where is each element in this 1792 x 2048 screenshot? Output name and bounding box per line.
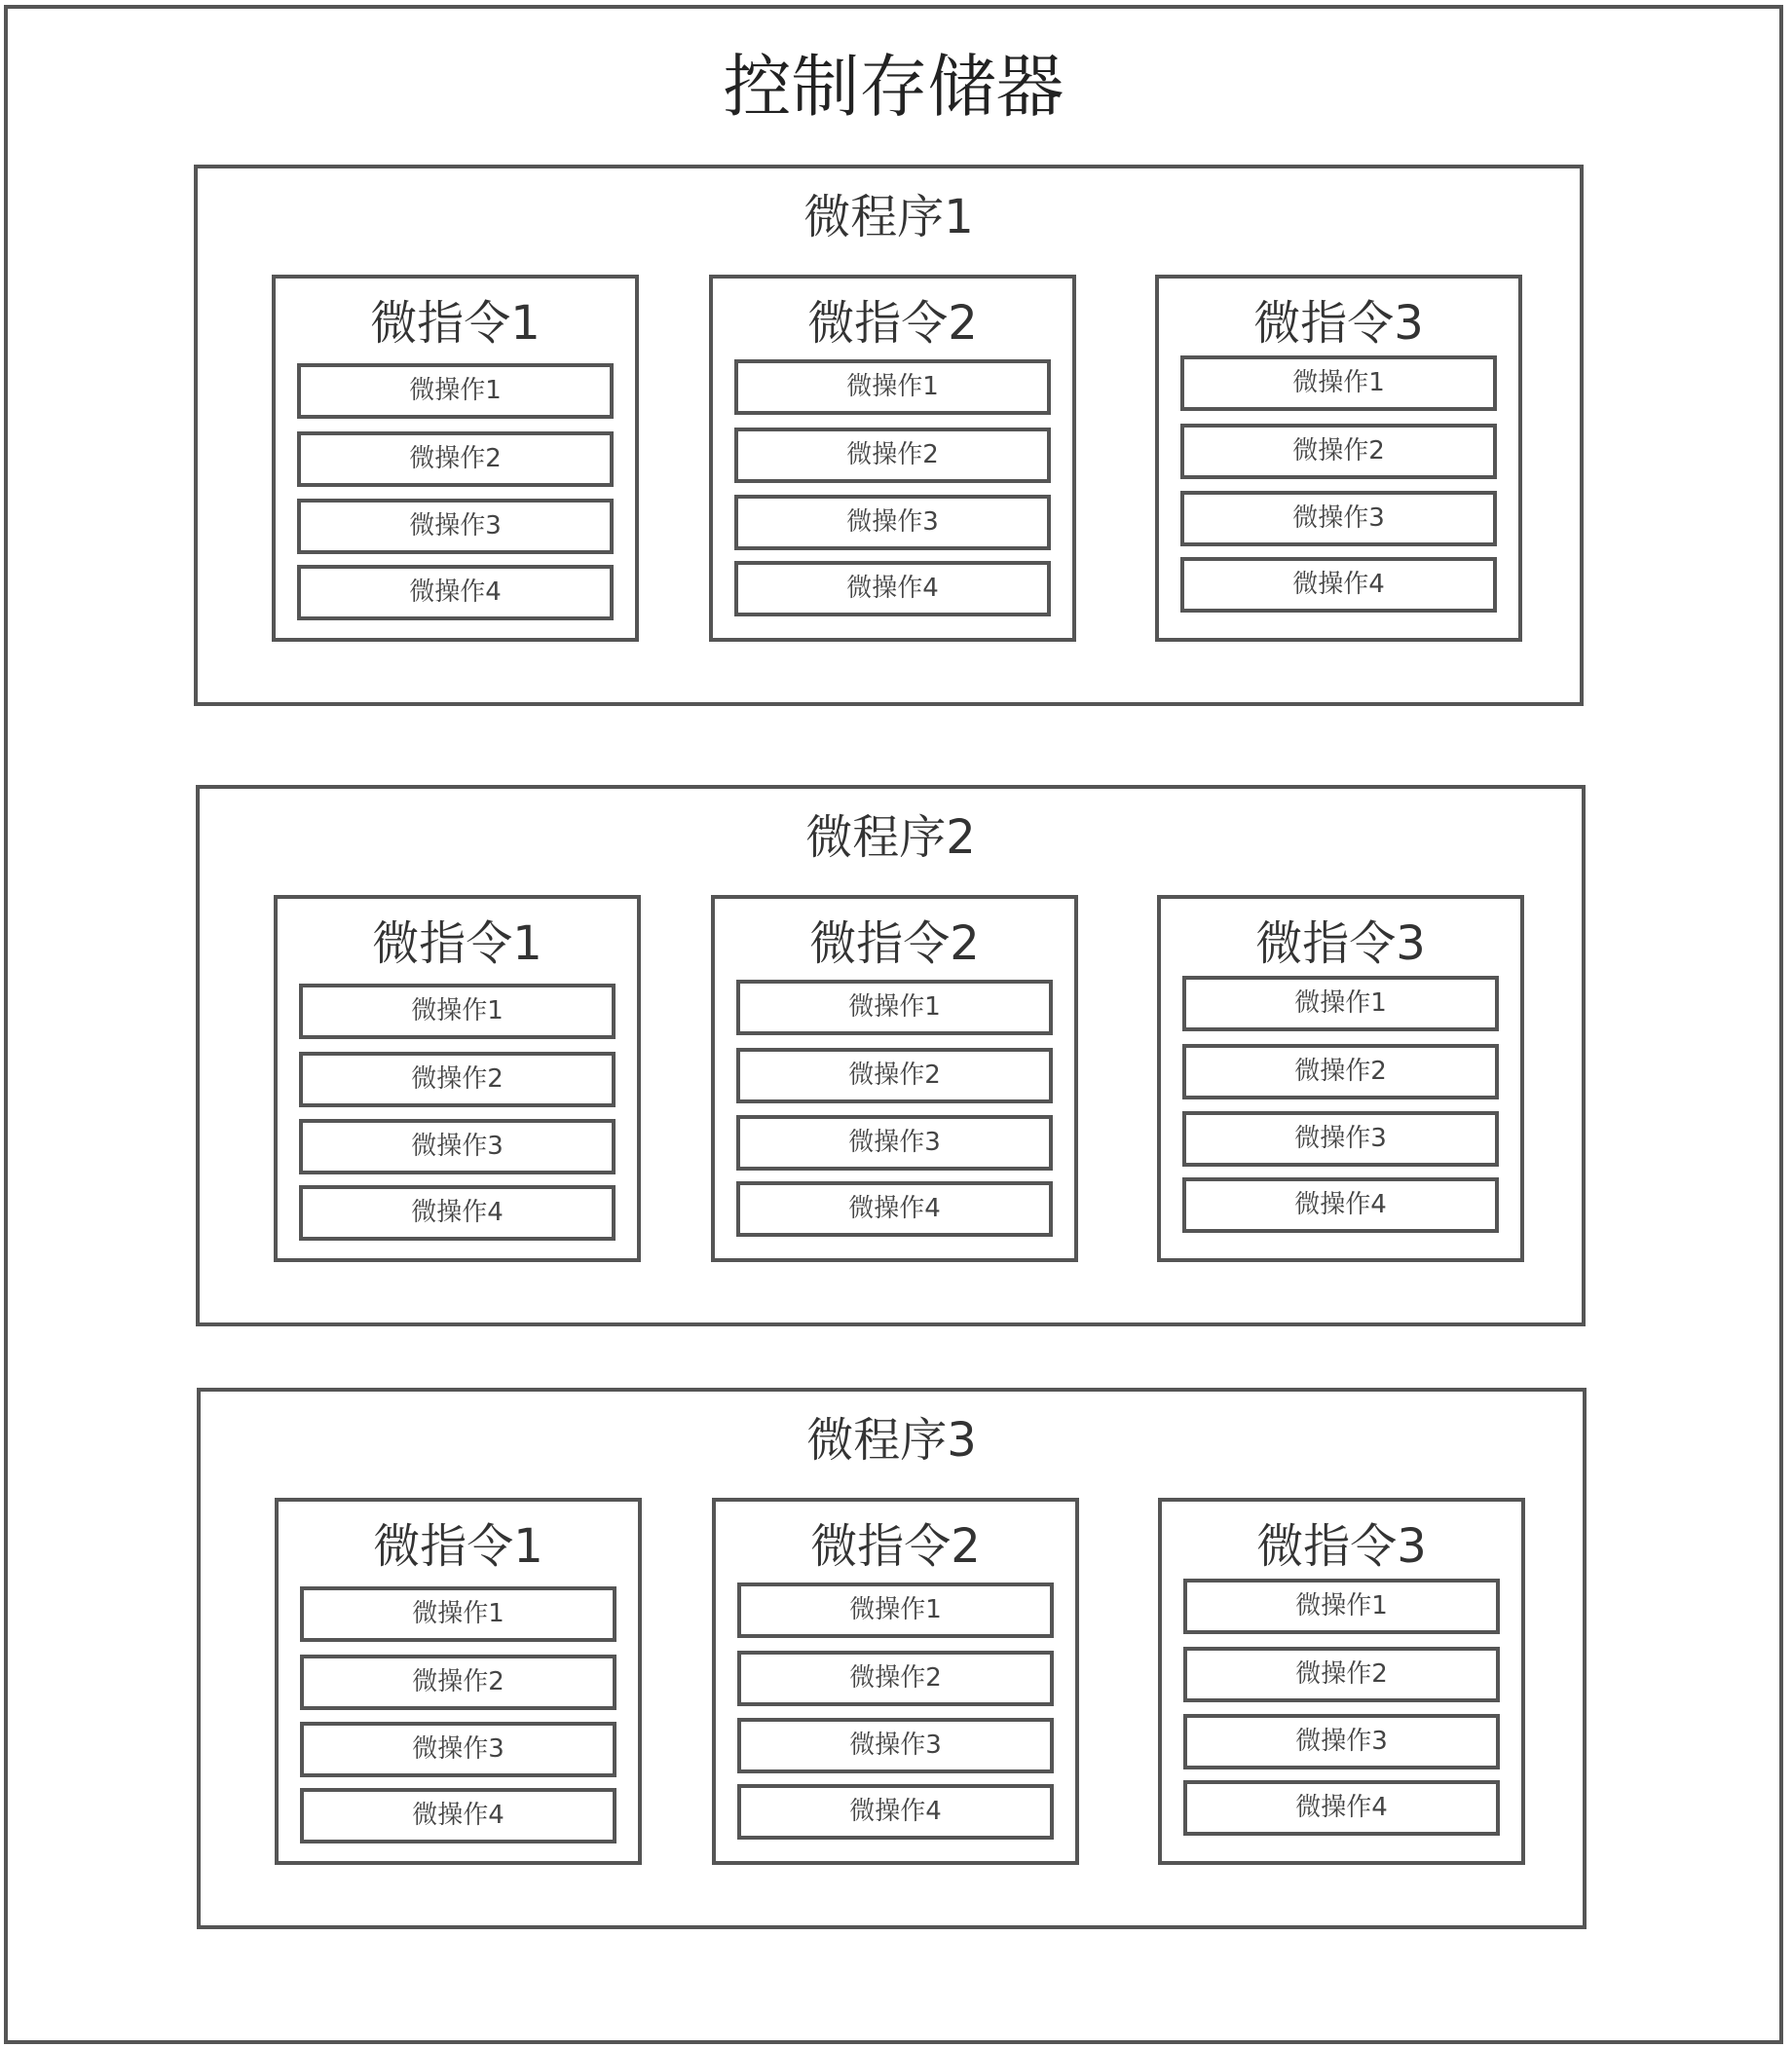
micro-operation: 微操作3 — [1180, 491, 1497, 546]
control-store-frame — [4, 5, 1783, 2044]
microinstruction-label: 微指令1 — [370, 296, 541, 351]
micro-operation: 微操作1 — [734, 359, 1051, 415]
microinstruction-label: 微指令1 — [373, 1519, 543, 1574]
microprogram-1 — [194, 165, 1584, 706]
micro-operation: 微操作2 — [297, 431, 614, 487]
micro-operation: 微操作1 — [1182, 976, 1499, 1031]
microinstruction-label: 微指令2 — [807, 296, 978, 351]
micro-operation: 微操作1 — [299, 984, 616, 1039]
microprogram-label: 微程序1 — [803, 190, 974, 244]
micro-operation: 微操作2 — [734, 428, 1051, 483]
micro-operation: 微操作4 — [300, 1788, 616, 1843]
micro-operation: 微操作4 — [1182, 1177, 1499, 1233]
micro-operation: 微操作1 — [300, 1586, 616, 1642]
microprogram-label: 微程序3 — [806, 1413, 977, 1468]
diagram-title: 控制存储器 — [723, 47, 1064, 127]
microprogram-2 — [196, 785, 1586, 1326]
micro-operation: 微操作1 — [1183, 1579, 1500, 1634]
micro-operation: 微操作2 — [736, 1048, 1053, 1103]
microinstruction-2 — [711, 895, 1078, 1262]
micro-operation: 微操作1 — [297, 363, 614, 419]
microprogram-3 — [197, 1388, 1587, 1929]
microinstruction-label: 微指令2 — [809, 916, 980, 971]
micro-operation: 微操作2 — [1183, 1647, 1500, 1702]
microinstruction-2 — [709, 275, 1076, 642]
micro-operation: 微操作3 — [300, 1722, 616, 1777]
micro-operation: 微操作1 — [736, 980, 1053, 1035]
micro-operation: 微操作3 — [737, 1718, 1054, 1773]
microinstruction-3 — [1155, 275, 1522, 642]
microinstruction-1 — [274, 895, 641, 1262]
micro-operation: 微操作4 — [299, 1185, 616, 1241]
microinstruction-label: 微指令3 — [1256, 1519, 1427, 1574]
microinstruction-3 — [1158, 1498, 1525, 1865]
micro-operation: 微操作1 — [1180, 355, 1497, 411]
microinstruction-label: 微指令3 — [1253, 296, 1424, 351]
microprogram-label: 微程序2 — [805, 810, 976, 865]
micro-operation: 微操作1 — [737, 1583, 1054, 1638]
microinstruction-1 — [272, 275, 639, 642]
microinstruction-1 — [275, 1498, 642, 1865]
microinstruction-label: 微指令1 — [372, 916, 542, 971]
micro-operation: 微操作3 — [736, 1115, 1053, 1171]
micro-operation: 微操作4 — [737, 1784, 1054, 1840]
micro-operation: 微操作4 — [297, 565, 614, 620]
micro-operation: 微操作2 — [1180, 424, 1497, 479]
microinstruction-label: 微指令2 — [810, 1519, 981, 1574]
micro-operation: 微操作4 — [1183, 1780, 1500, 1836]
micro-operation: 微操作2 — [300, 1655, 616, 1710]
micro-operation: 微操作4 — [736, 1181, 1053, 1237]
micro-operation: 微操作2 — [1182, 1044, 1499, 1099]
micro-operation: 微操作4 — [734, 561, 1051, 616]
microinstruction-3 — [1157, 895, 1524, 1262]
micro-operation: 微操作3 — [299, 1119, 616, 1174]
microinstruction-2 — [712, 1498, 1079, 1865]
micro-operation: 微操作3 — [734, 495, 1051, 550]
microinstruction-label: 微指令3 — [1255, 916, 1426, 971]
micro-operation: 微操作3 — [1182, 1111, 1499, 1167]
micro-operation: 微操作2 — [299, 1052, 616, 1107]
micro-operation: 微操作3 — [297, 499, 614, 554]
micro-operation: 微操作2 — [737, 1651, 1054, 1706]
micro-operation: 微操作3 — [1183, 1714, 1500, 1769]
micro-operation: 微操作4 — [1180, 557, 1497, 613]
